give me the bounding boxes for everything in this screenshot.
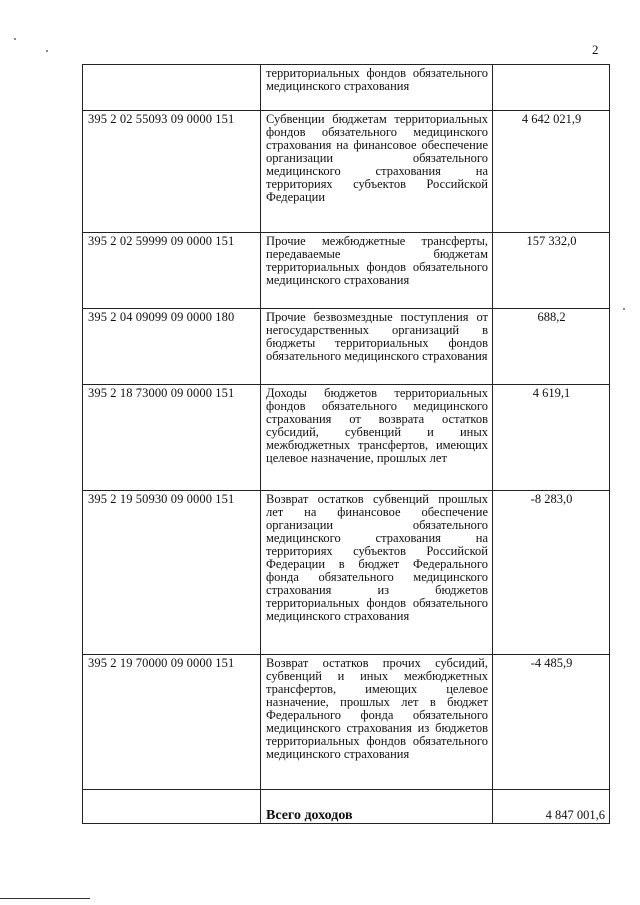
revenue-name-cell: Субвенции бюджетам территориальных фондов обязательного медицинского страхования на финансовое обеспечение организации обязательного медицинского страхования на территориях субъектов Российской Федерации xyxy=(261,111,493,233)
footer-rule xyxy=(0,898,90,899)
table-row xyxy=(83,491,610,655)
total-label: Всего доходов xyxy=(266,808,353,823)
budget-code-cell xyxy=(83,65,261,111)
revenue-name-cell: Возврат остатков прочих субсидий, субвенций и иных межбюджетных трансфертов, имеющих целевое назначение, прошлых лет в бюджет Федерального фонда обязательного медицинского страхования из бюджетов территориальных фондов обязательного медицинского страхования xyxy=(261,655,493,790)
budget-code-cell: 395 2 19 50930 09 0000 151 xyxy=(83,491,261,655)
revenue-name-cell: территориальных фондов обязательного медицинского страхования xyxy=(261,65,493,111)
budget-code-cell: 395 2 04 09099 09 0000 180 xyxy=(83,309,261,385)
scan-speck xyxy=(623,308,625,310)
amount-cell xyxy=(493,65,610,111)
table-row xyxy=(83,111,610,233)
amount-cell: -4 485,9 xyxy=(493,655,610,790)
total-amount-cell: 4 847 001,6 xyxy=(493,790,610,824)
budget-code-cell: 395 2 02 59999 09 0000 151 xyxy=(83,233,261,309)
amount-cell: 157 332,0 xyxy=(493,233,610,309)
table-row xyxy=(83,65,610,111)
table-row xyxy=(83,233,610,309)
total-row xyxy=(83,790,610,824)
total-label-cell xyxy=(261,790,493,824)
amount-cell: 4 619,1 xyxy=(493,385,610,491)
table-row xyxy=(83,309,610,385)
scan-speck xyxy=(14,38,16,40)
revenue-name-cell: Прочие безвозмездные поступления от негосударственных организаций в бюджеты территориальных фондов обязательного медицинского страхования xyxy=(261,309,493,385)
page-number: 2 xyxy=(592,42,599,57)
table-row xyxy=(83,385,610,491)
revenue-name-cell: Прочие межбюджетные трансферты, передаваемые бюджетам территориальных фондов обязательного медицинского страхования xyxy=(261,233,493,309)
amount-cell: -8 283,0 xyxy=(493,491,610,655)
amount-cell: 688,2 xyxy=(493,309,610,385)
budget-code-cell: 395 2 02 55093 09 0000 151 xyxy=(83,111,261,233)
total-code-cell xyxy=(83,790,261,824)
revenue-table xyxy=(82,64,610,824)
amount-cell: 4 642 021,9 xyxy=(493,111,610,233)
revenue-name-cell: Доходы бюджетов территориальных фондов обязательного медицинского страхования от возврата остатков субсидий, субвенций и иных межбюджетных трансфертов, имеющих целевое назначение, прошлых лет xyxy=(261,385,493,491)
revenue-name-cell: Возврат остатков субвенций прошлых лет на финансовое обеспечение организации обязательного медицинского страхования на территориях субъектов Российской Федерации в бюджет Федерального фонда обязательного медицинского страхования из бюджетов территориальных фондов обязательного медицинского страхования xyxy=(261,491,493,655)
scan-speck xyxy=(46,50,48,52)
budget-code-cell: 395 2 19 70000 09 0000 151 xyxy=(83,655,261,790)
table-row xyxy=(83,655,610,790)
budget-code-cell: 395 2 18 73000 09 0000 151 xyxy=(83,385,261,491)
